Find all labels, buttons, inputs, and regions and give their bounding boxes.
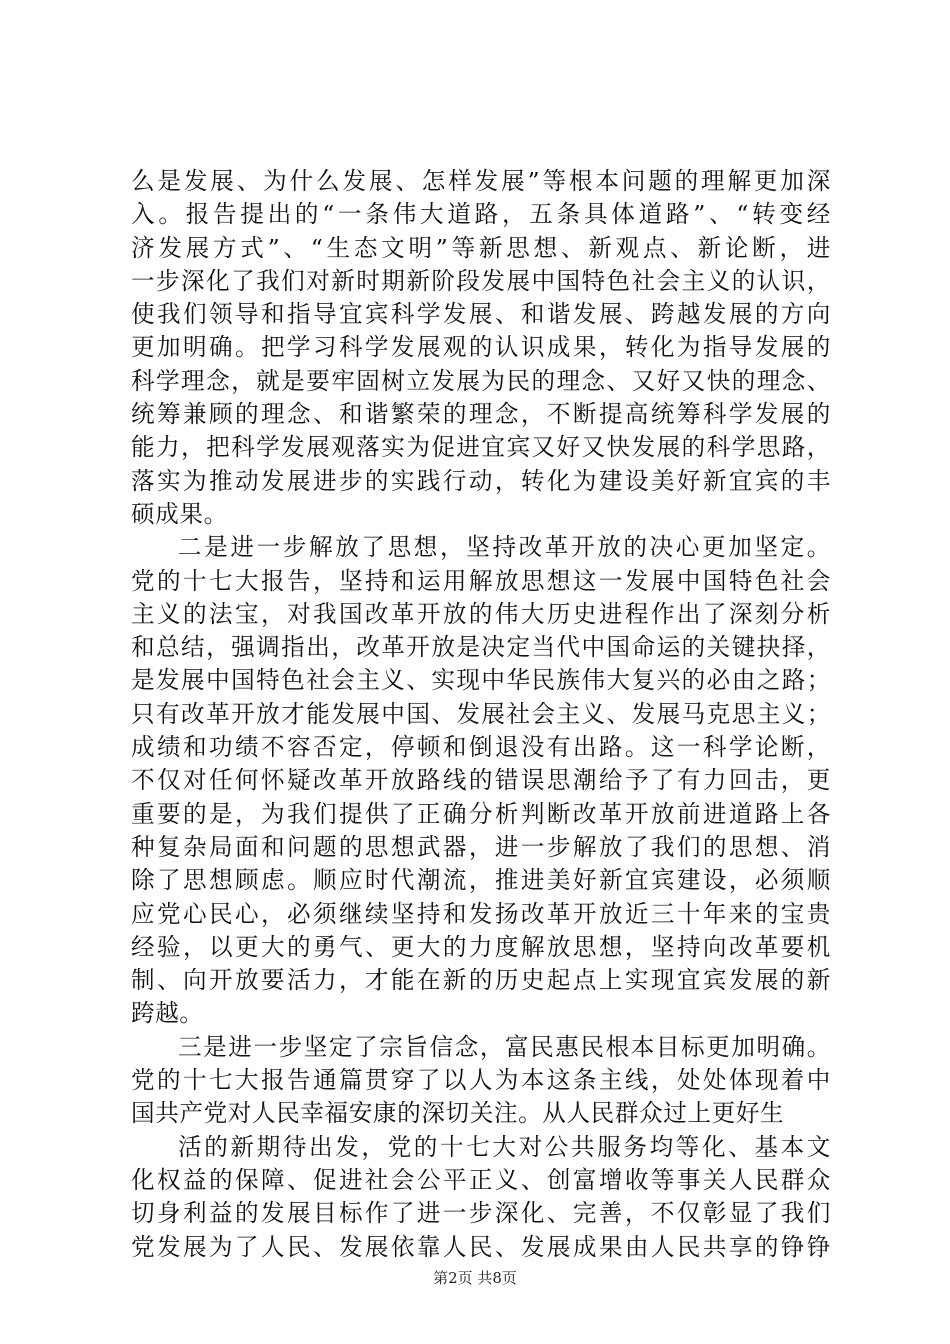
text-line: 和总结，强调指出，改革开放是决定当代中国命运的关键抉择，: [131, 633, 831, 662]
text-line: 二是进一步解放了思想，坚持改革开放的决心更加坚定。: [178, 533, 831, 562]
text-line: 切身利益的发展目标作了进一步深化、完善，不仅彰显了我们: [131, 1199, 831, 1228]
text-line: 更加明确。把学习科学发展观的认识成果，转化为指导发展的: [131, 333, 831, 362]
page-footer: 第2页 共8页: [433, 1269, 517, 1287]
text-line: 党发展为了人民、发展依靠人民、发展成果由人民共享的铮铮: [131, 1232, 831, 1261]
text-line: 党的十七大报告，坚持和运用解放思想这一发展中国特色社会: [131, 566, 831, 595]
text-line: 应党心民心，必须继续坚持和发扬改革开放近三十年来的宝贵: [131, 899, 831, 928]
text-line: 落实为推动发展进步的实践行动，转化为建设美好新宜宾的丰: [131, 466, 831, 495]
text-line: 成绩和功绩不容否定，停顿和倒退没有出路。这一科学论断，: [131, 733, 831, 762]
text-line: 经验，以更大的勇气、更大的力度解放思想，坚持向改革要机: [131, 932, 831, 961]
text-line: 不仅对任何怀疑改革开放路线的错误思潮给予了有力回击，更: [131, 766, 831, 795]
text-line: 统筹兼顾的理念、和谐繁荣的理念，不断提高统筹科学发展的: [131, 400, 831, 429]
text-line: 种复杂局面和问题的思想武器，进一步解放了我们的思想、消: [131, 832, 831, 861]
text-line: 硕成果。: [131, 499, 228, 528]
text-line: 活的新期待出发，党的十七大对公共服务均等化、基本文: [178, 1132, 831, 1161]
text-line: 重要的是，为我们提供了正确分析判断改革开放前进道路上各: [131, 799, 831, 828]
text-line: 三是进一步坚定了宗旨信念，富民惠民根本目标更加明确。: [178, 1032, 831, 1061]
text-line: 使我们领导和指导宜宾科学发展、和谐发展、跨越发展的方向: [131, 300, 831, 329]
text-line: 么是发展、为什么发展、怎样发展”等根本问题的理解更加深: [131, 167, 831, 195]
text-line: 党的十七大报告通篇贯穿了以人为本这条主线，处处体现着中: [131, 1066, 831, 1095]
text-line: 一步深化了我们对新时期新阶段发展中国特色社会主义的认识，: [131, 266, 831, 295]
text-line: 国共产党对人民幸福安康的深切关注。从人民群众过上更好生: [131, 1099, 785, 1128]
text-line: 跨越。: [131, 999, 204, 1028]
text-line: 除了思想顾虑。顺应时代潮流，推进美好新宜宾建设，必须顺: [131, 866, 831, 895]
text-line: 科学理念，就是要牢固树立发展为民的理念、又好又快的理念、: [131, 366, 831, 395]
text-line: 济发展方式”、“生态文明”等新思想、新观点、新论断，进: [131, 233, 831, 262]
body-text: [131, 165, 831, 1264]
text-line: 入。报告提出的“一条伟大道路，五条具体道路”、“转变经: [131, 200, 831, 229]
text-line: 是发展中国特色社会主义、实现中华民族伟大复兴的必由之路；: [131, 666, 831, 695]
text-line: 化权益的保障、促进社会公平正义、创富增收等事关人民群众: [131, 1165, 831, 1194]
text-line: 能力，把科学发展观落实为促进宜宾又好又快发展的科学思路，: [131, 433, 831, 462]
text-line: 主义的法宝，对我国改革开放的伟大历史进程作出了深刻分析: [131, 599, 831, 628]
text-line: 制、向开放要活力，才能在新的历史起点上实现宜宾发展的新: [131, 966, 831, 995]
text-line: 只有改革开放才能发展中国、发展社会主义、发展马克思主义；: [131, 699, 831, 728]
